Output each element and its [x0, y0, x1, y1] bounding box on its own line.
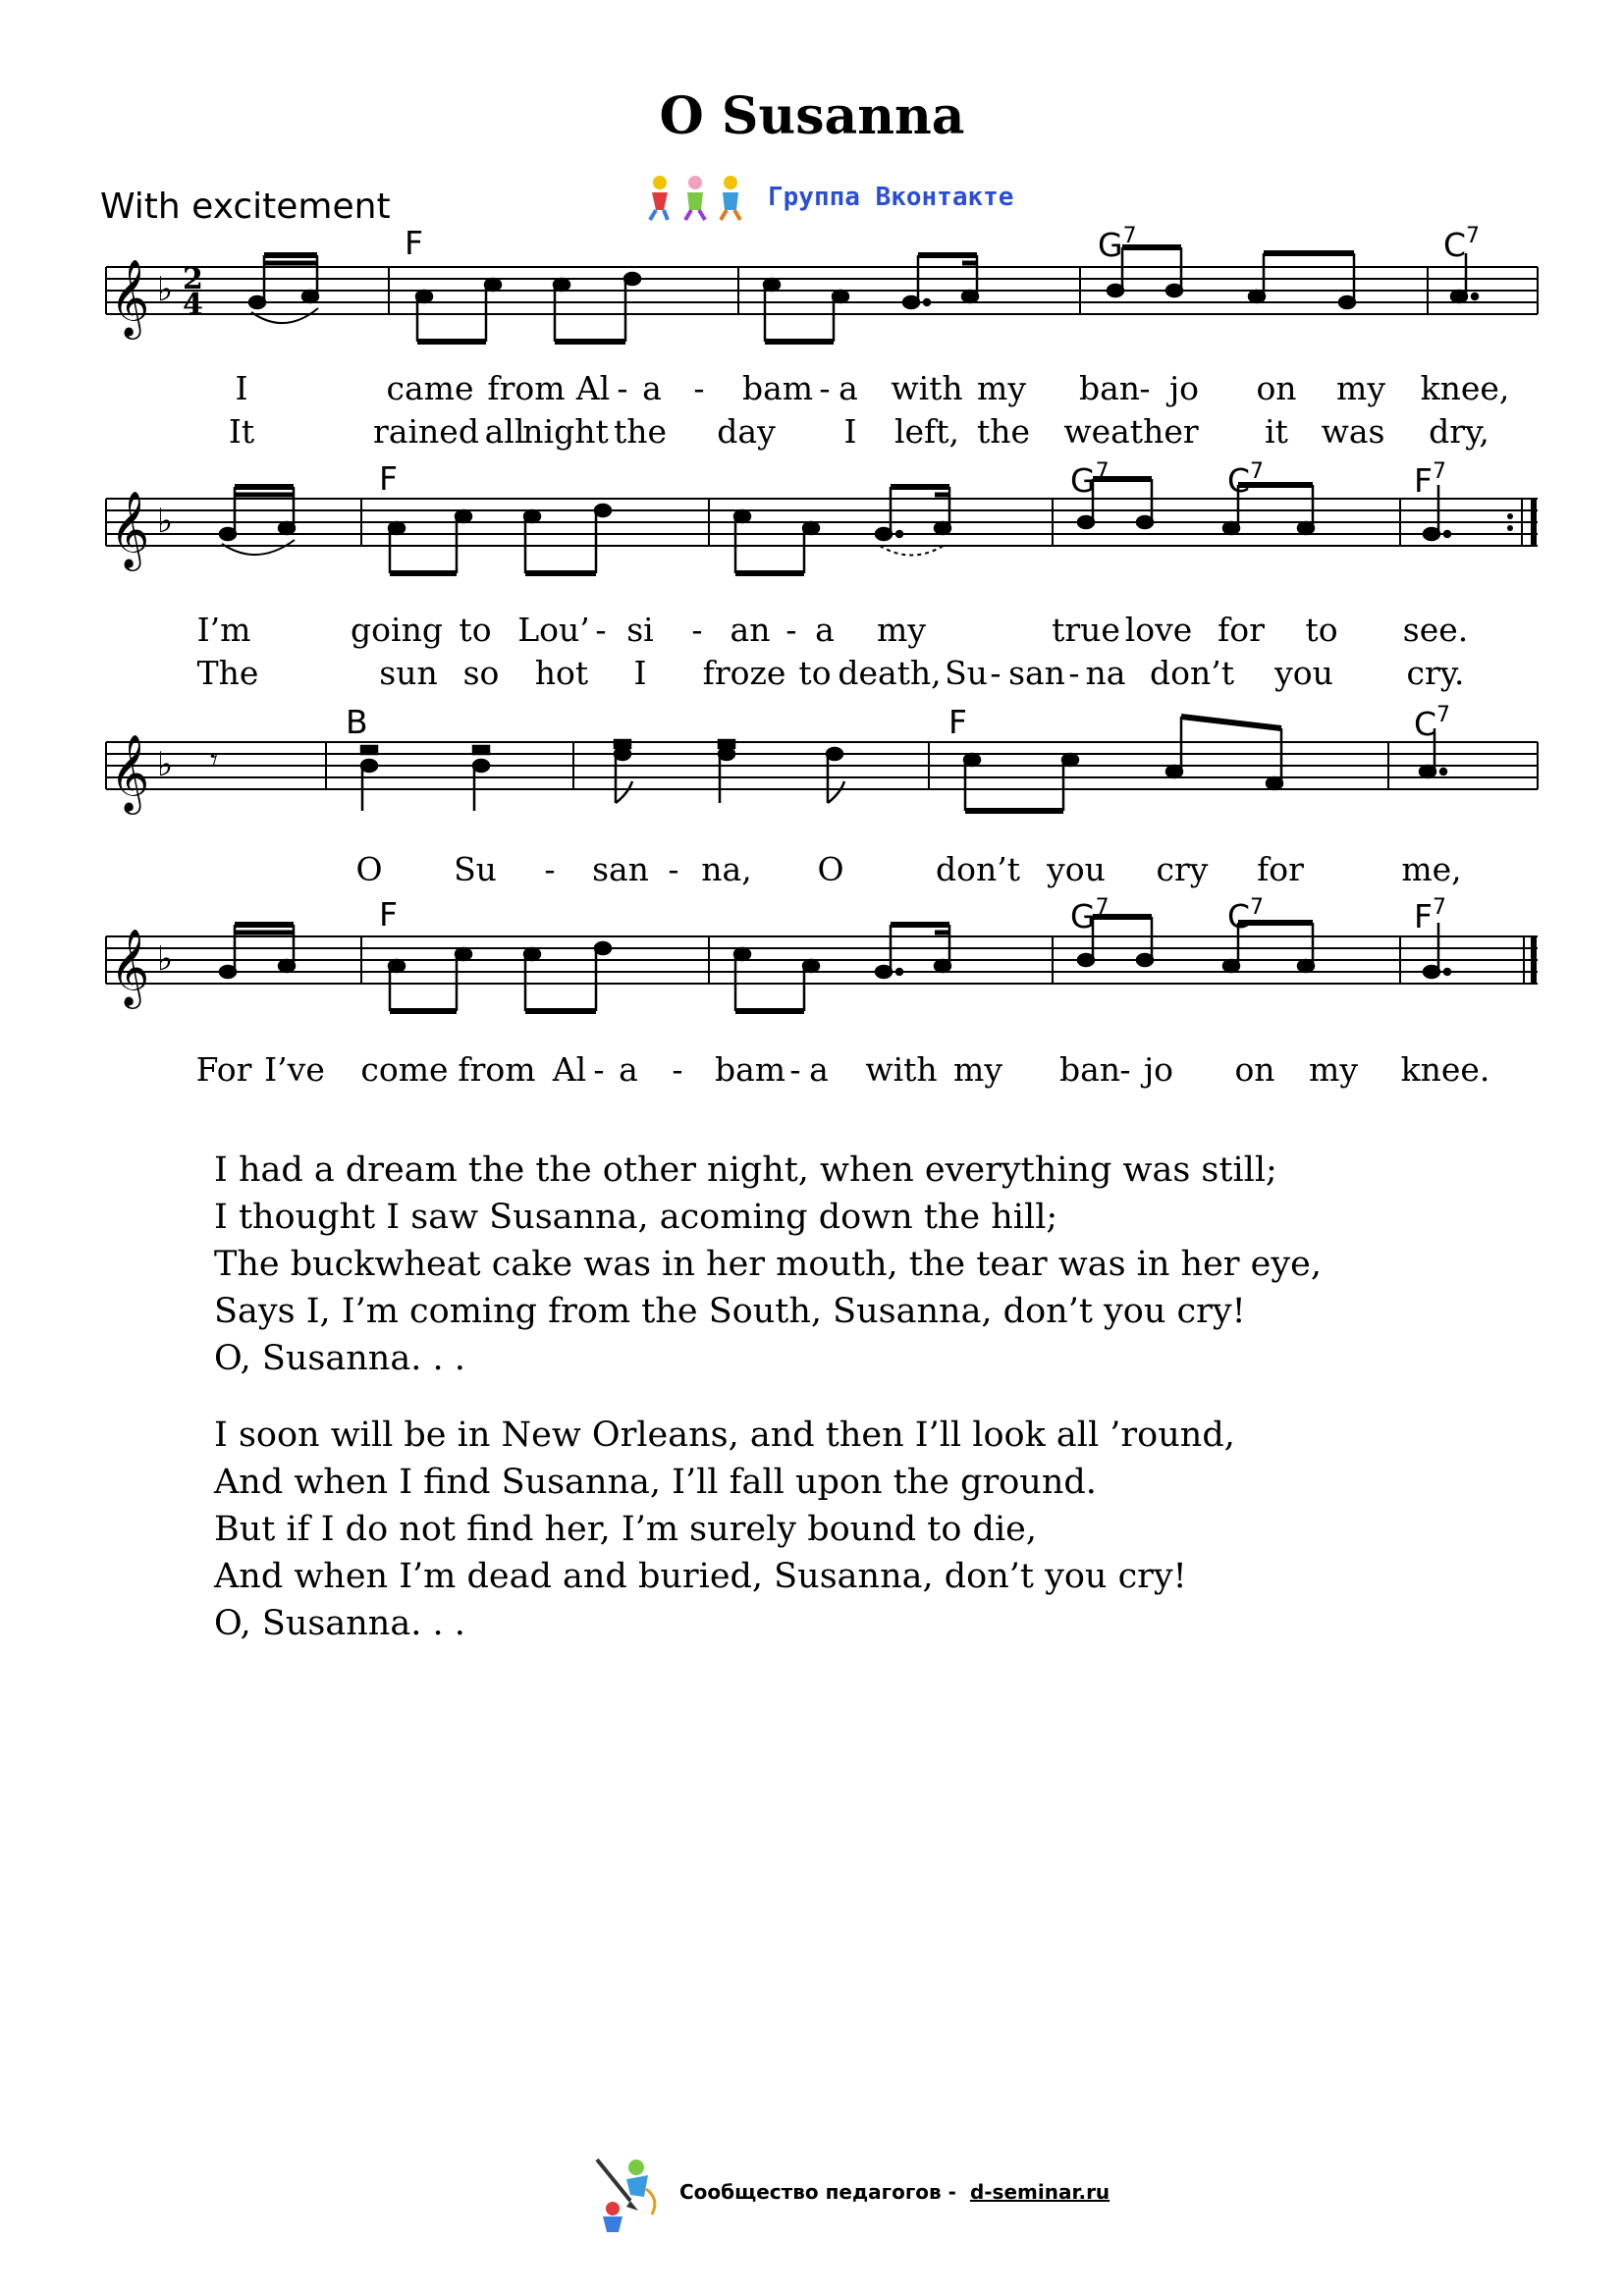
chord-name: F: [405, 224, 423, 262]
lyric-syllable: don’t: [936, 850, 1020, 888]
music-staff: [0, 257, 1624, 365]
lyric-syllable: my: [977, 369, 1026, 407]
lyric-syllable: dry,: [1429, 412, 1489, 451]
lyric-hyphen: -: [789, 1050, 801, 1089]
lyric-hyphen: -: [1068, 654, 1080, 692]
lyric-syllable: san: [1008, 654, 1065, 692]
lyric-hyphen: -: [595, 611, 607, 649]
lyric-syllable: day: [717, 412, 776, 451]
lyric-syllable: knee,: [1420, 369, 1510, 407]
flat-icon: ♭: [157, 270, 174, 309]
lyric-syllable: sun: [379, 654, 438, 692]
lyric-syllable: death,: [838, 654, 942, 692]
lyric-hyphen: -: [1139, 369, 1151, 407]
lyric-syllable: Al: [575, 369, 611, 407]
lyric-hyphen: -: [544, 850, 556, 888]
lyric-syllable: jo: [1143, 1050, 1174, 1089]
time-signature-top: 2: [183, 262, 203, 296]
chord-sup: 7: [1432, 895, 1446, 920]
chord-sup: 7: [1095, 895, 1110, 920]
chord-name: C: [1227, 897, 1251, 935]
verse-stanza-2: [214, 1147, 1322, 1382]
lyric-syllable: an: [730, 611, 771, 649]
lyric-syllable: I: [235, 369, 248, 407]
footer-text: Сообщество педагогов -: [679, 2180, 956, 2204]
vk-banner-text[interactable]: Группа Вконтакте: [768, 183, 1014, 212]
lyric-syllable: bam: [714, 1050, 786, 1089]
verse-line: Says I, I’m coming from the South, Susanna, don’t you cry!: [214, 1292, 1246, 1331]
eighth-rest-icon: 𝄾: [210, 743, 218, 777]
lyric-syllable: bam: [741, 369, 814, 407]
footer-link[interactable]: d-seminar.ru: [969, 2180, 1110, 2204]
treble-clef-icon: 𝄞: [110, 929, 150, 1006]
verse-stanza-3: [214, 1412, 1235, 1647]
time-signature-bottom: 4: [183, 288, 203, 322]
kids-icon: [638, 171, 756, 224]
verse-line: And when I find Susanna, I’ll fall upon the ground.: [214, 1463, 1097, 1502]
lyric-syllable: Su: [454, 850, 497, 888]
lyric-syllable: you: [1274, 654, 1333, 692]
lyric-hyphen: -: [668, 850, 679, 888]
chord-name: F: [379, 895, 398, 934]
lyric-syllable: I: [843, 412, 857, 451]
lyric-syllable: from: [487, 369, 566, 407]
chord-name: G: [1098, 226, 1123, 264]
chord-name: G: [1070, 897, 1096, 935]
lyric-syllable: true: [1052, 611, 1120, 649]
lyric-syllable: with: [865, 1050, 938, 1089]
lyric-syllable: ban: [1078, 369, 1141, 407]
verse-line: O, Susanna. . .: [214, 1339, 465, 1378]
lyric-syllable: si: [626, 611, 654, 649]
lyric-syllable: my: [953, 1050, 1002, 1089]
chord-sup: 7: [1436, 703, 1451, 727]
flat-icon: ♭: [157, 939, 174, 979]
lyric-syllable: na: [1085, 654, 1126, 692]
chord-name: C: [1227, 461, 1251, 500]
lyric-syllable: to: [459, 611, 492, 649]
lyric-syllable: cry.: [1406, 654, 1465, 692]
lyric-syllable: don’t: [1150, 654, 1234, 692]
lyric-syllable: a: [839, 369, 858, 407]
lyric-syllable: to: [1305, 611, 1338, 649]
chord-name: F: [379, 459, 398, 498]
chord-name: C: [1414, 705, 1437, 743]
lyric-syllable: O: [355, 850, 383, 888]
lyric-syllable: It: [228, 412, 255, 451]
lyric-hyphen: -: [1119, 1050, 1131, 1089]
chord-sup: 7: [1122, 224, 1137, 248]
lyric-syllable: my: [1309, 1050, 1358, 1089]
lyric-syllable: I: [633, 654, 647, 692]
lyric-syllable: Su: [945, 654, 988, 692]
lyric-syllable: weather: [1063, 412, 1199, 451]
lyric-syllable: jo: [1168, 369, 1200, 407]
verse-line: But if I do not find her, I’m surely bound to die,: [214, 1510, 1037, 1549]
lyric-hyphen: -: [819, 369, 831, 407]
lyric-syllable: for: [1257, 850, 1304, 888]
treble-clef-icon: 𝄞: [110, 734, 150, 812]
chord-sup: 7: [1250, 459, 1265, 484]
chord-sup: 7: [1250, 895, 1265, 920]
music-staff: [0, 489, 1624, 597]
page-title: O Susanna: [659, 86, 965, 146]
lyric-syllable: love: [1124, 611, 1193, 649]
lyric-syllable: I’ve: [264, 1050, 325, 1089]
lyric-hyphen: -: [617, 369, 628, 407]
lyric-syllable: my: [877, 611, 926, 649]
vk-group-banner[interactable]: [638, 169, 1051, 226]
verse-line: I soon will be in New Orleans, and then I’ll look all ’round,: [214, 1415, 1235, 1455]
lyric-syllable: I’m: [196, 611, 251, 649]
lyric-hyphen: -: [990, 654, 1001, 692]
music-staff: [0, 927, 1624, 1035]
lyric-hyphen: -: [593, 1050, 605, 1089]
chord-name: C: [1443, 226, 1467, 264]
lyric-syllable: going: [351, 611, 443, 649]
flat-icon: ♭: [157, 502, 174, 541]
verse-line: O, Susanna. . .: [214, 1604, 465, 1643]
lyric-syllable: the: [613, 412, 668, 451]
flat-icon: ♭: [157, 745, 174, 784]
lyric-syllable: a: [642, 369, 662, 407]
lyric-syllable: it: [1265, 412, 1288, 451]
lyric-syllable: Al: [552, 1050, 587, 1089]
lyric-syllable: Lou’: [517, 611, 590, 649]
lyric-syllable: me,: [1401, 850, 1462, 888]
lyric-syllable: come: [360, 1050, 449, 1089]
lyric-syllable: ban: [1058, 1050, 1121, 1089]
chord-name: F: [948, 703, 967, 741]
lyric-syllable: was: [1321, 412, 1385, 451]
lyric-syllable: from: [458, 1050, 536, 1089]
chord-name: F: [1414, 897, 1433, 935]
lyric-syllable: all: [484, 412, 525, 451]
treble-clef-icon: 𝄞: [110, 259, 150, 337]
lyric-syllable: hot: [534, 654, 589, 692]
lyric-syllable: The: [196, 654, 259, 692]
tempo-marking: With excitement: [100, 187, 391, 227]
lyric-hyphen: -: [693, 369, 705, 407]
chord-sup: 7: [1432, 459, 1446, 484]
chord-sup: 7: [1095, 459, 1110, 484]
lyric-syllable: with: [891, 369, 963, 407]
lyric-syllable: cry: [1156, 850, 1209, 888]
lyric-syllable: knee.: [1400, 1050, 1490, 1089]
lyric-syllable: san: [592, 850, 649, 888]
chord-name: B: [346, 703, 368, 741]
lyric-syllable: froze: [702, 654, 786, 692]
lyric-syllable: a: [809, 1050, 829, 1089]
verse-line: The buckwheat cake was in her mouth, the tear was in her eye,: [214, 1245, 1322, 1284]
pencil-kids-logo-icon: [587, 2150, 666, 2234]
lyric-syllable: to: [798, 654, 832, 692]
footer: [587, 2150, 1110, 2234]
lyric-syllable: came: [386, 369, 474, 407]
lyric-syllable: my: [1336, 369, 1385, 407]
lyric-syllable: O: [817, 850, 844, 888]
lyric-hyphen: -: [785, 611, 797, 649]
lyric-syllable: a: [815, 611, 835, 649]
lyric-syllable: na,: [701, 850, 752, 888]
lyric-syllable: see.: [1402, 611, 1469, 649]
lyric-syllable: a: [619, 1050, 638, 1089]
lyric-syllable: on: [1256, 369, 1297, 407]
lyric-syllable: for: [1218, 611, 1265, 649]
lyric-syllable: rained: [373, 412, 479, 451]
treble-clef-icon: 𝄞: [110, 491, 150, 568]
lyric-syllable: left,: [893, 412, 960, 451]
lyric-hyphen: -: [691, 611, 703, 649]
lyric-syllable: For: [195, 1050, 252, 1089]
lyric-syllable: night: [522, 412, 609, 451]
chord-sup: 7: [1466, 224, 1481, 248]
lyric-syllable: you: [1047, 850, 1106, 888]
lyric-syllable: the: [976, 412, 1031, 451]
verse-line: I had a dream the the other night, when everything was still;: [214, 1150, 1277, 1190]
lyric-syllable: on: [1234, 1050, 1275, 1089]
verse-line: And when I’m dead and buried, Susanna, don’t you cry!: [214, 1557, 1187, 1596]
lyric-syllable: so: [462, 654, 500, 692]
verse-line: I thought I saw Susanna, acoming down the hill;: [214, 1198, 1058, 1237]
music-staff: [0, 732, 1624, 840]
chord-name: F: [1414, 461, 1433, 500]
chord-name: G: [1070, 461, 1096, 500]
lyric-hyphen: -: [672, 1050, 683, 1089]
